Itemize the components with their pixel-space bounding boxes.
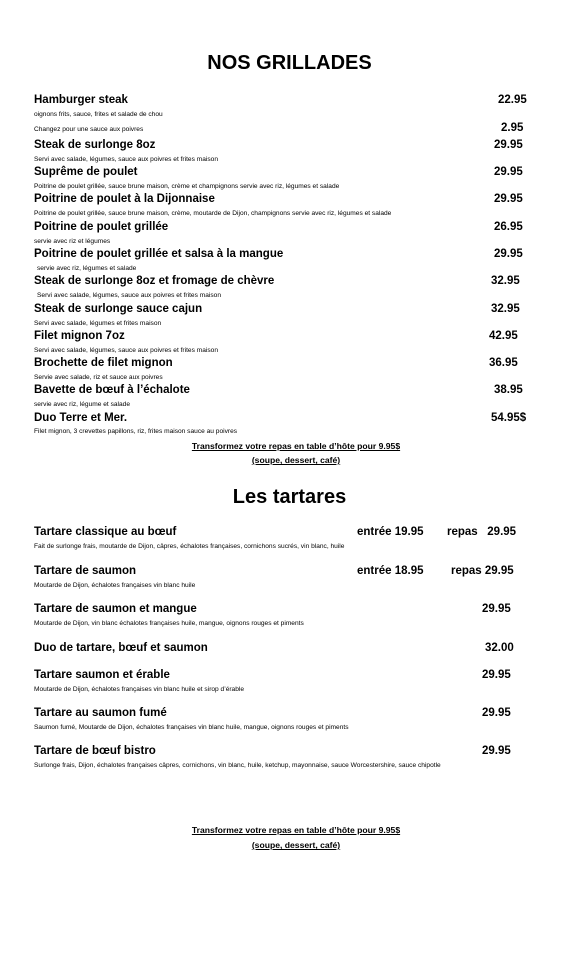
item-filet-mignon-name: Filet mignon 7oz — [34, 330, 125, 342]
item-supreme-price: 29.95 — [494, 166, 523, 178]
tartare-saumon-mangue-desc: Moutarde de Dijon, vin blanc échalotes françaises huile, mangue, oignons rouges et piments — [34, 620, 304, 627]
item-brochette-name: Brochette de filet mignon — [34, 357, 173, 369]
tartare-saumon-erable-name: Tartare saumon et érable — [34, 669, 170, 681]
tartare-saumon-desc: Moutarde de Dijon, échalotes françaises vin blanc huile — [34, 582, 196, 589]
item-steak-surlonge-price: 29.95 — [494, 139, 523, 151]
item-steak-surlonge-name: Steak de surlonge 8oz — [34, 139, 156, 151]
item-bavette-desc: servie avec riz, légume et salade — [34, 401, 131, 408]
item-hamburger-price: 22.95 — [498, 94, 527, 106]
item-poulet-grille-name: Poitrine de poulet grillée — [34, 221, 169, 233]
item-supreme-name: Suprême de poulet — [34, 166, 138, 178]
item-duo-terre-mer-price: 54.95$ — [491, 412, 527, 424]
tartare-saumon-entree: entrée 18.95 — [357, 565, 424, 577]
tartare-saumon-name: Tartare de saumon — [34, 565, 137, 577]
tartare-classique-name: Tartare classique au bœuf — [34, 526, 177, 538]
item-steak-surlonge-desc: Servi avec salade, légumes, sauce aux poivres et frites maison — [34, 156, 218, 163]
tartare-saumon-mangue-price: 29.95 — [482, 603, 511, 615]
item-sauce-change-name: Changez pour une sauce aux poivres — [34, 126, 144, 133]
tartare-saumon-repas: repas 29.95 — [451, 565, 514, 577]
item-poulet-mangue-price: 29.95 — [494, 248, 523, 260]
tartare-duo-price: 32.00 — [485, 642, 514, 654]
item-filet-mignon-price: 42.95 — [489, 330, 518, 342]
tartare-saumon-fume-name: Tartare au saumon fumé — [34, 707, 167, 719]
tartare-classique-entree: entrée 19.95 — [357, 526, 424, 538]
item-dijonnaise-name: Poitrine de poulet à la Dijonnaise — [34, 193, 215, 205]
grillades-title: NOS GRILLADES — [207, 52, 372, 74]
item-hamburger-desc: oignons frits, sauce, frites et salade de chou — [34, 111, 163, 118]
item-supreme-desc: Poitrine de poulet grillée, sauce brune maison, crème et champignons servie avec riz, légumes et salade — [34, 183, 340, 190]
item-steak-chevre-name: Steak de surlonge 8oz et fromage de chèvre — [34, 275, 275, 287]
tartare-saumon-erable-price: 29.95 — [482, 669, 511, 681]
tartare-saumon-fume-price: 29.95 — [482, 707, 511, 719]
tartare-saumon-mangue-name: Tartare de saumon et mangue — [34, 603, 197, 615]
tartares-title: Les tartares — [232, 486, 347, 508]
item-steak-chevre-desc: Servi avec salade, légumes, sauce aux poivres et frites maison — [37, 292, 221, 299]
item-duo-terre-mer-name: Duo Terre et Mer. — [34, 412, 128, 424]
item-brochette-desc: Servie avec salade, riz et sauce aux poivres — [34, 374, 163, 381]
item-bavette-price: 38.95 — [494, 384, 523, 396]
item-bavette-name: Bavette de bœuf à l’échalote — [34, 384, 190, 396]
tartare-boeuf-bistro-desc: Surlonge frais, Dijon, échalotes françaises câpres, cornichons, vin blanc, huile, ketchup, mayonnaise, sauce Worcestershire, sauce chipotle — [34, 762, 441, 769]
tartare-boeuf-bistro-name: Tartare de bœuf bistro — [34, 745, 156, 757]
tartare-saumon-erable-desc: Moutarde de Dijon, échalotes françaises vin blanc huile et sirop d’érable — [34, 686, 245, 693]
tartares-table-hote-note: Transformez votre repas en table d’hôte pour 9.95$ — [191, 825, 401, 835]
tartares-table-hote-note-detail: (soupe, dessert, café) — [251, 840, 341, 850]
item-steak-cajun-price: 32.95 — [491, 303, 520, 315]
grillades-table-hote-note: Transformez votre repas en table d’hôte pour 9.95$ — [191, 441, 401, 451]
tartare-saumon-fume-desc: Saumon fumé, Moutarde de Dijon, échalotes françaises vin blanc huile, mangue, oignons rouges et piments — [34, 724, 349, 731]
grillades-table-hote-note-detail: (soupe, dessert, café) — [251, 455, 341, 465]
item-poulet-grille-desc: servie avec riz et légumes — [34, 238, 111, 245]
tartare-duo-name: Duo de tartare, bœuf et saumon — [34, 642, 208, 654]
item-steak-cajun-desc: Servi avec salade, légumes et frites maison — [34, 320, 162, 327]
item-steak-chevre-price: 32.95 — [491, 275, 520, 287]
item-dijonnaise-desc: Poitrine de poulet grillée, sauce brune maison, crème, moutarde de Dijon, champignons servie avec riz, légumes et salade — [34, 210, 392, 217]
tartare-boeuf-bistro-price: 29.95 — [482, 745, 511, 757]
tartare-classique-repas: repas 29.95 — [447, 526, 517, 538]
item-poulet-grille-price: 26.95 — [494, 221, 523, 233]
item-duo-terre-mer-desc: Filet mignon, 3 crevettes papillons, riz, frites maison sauce au poivres — [34, 428, 238, 435]
item-dijonnaise-price: 29.95 — [494, 193, 523, 205]
item-sauce-change-price: 2.95 — [501, 122, 524, 134]
item-brochette-price: 36.95 — [489, 357, 518, 369]
item-steak-cajun-name: Steak de surlonge sauce cajun — [34, 303, 203, 315]
tartare-classique-desc: Fait de surlonge frais, moutarde de Dijon, câpres, échalotes françaises, cornichons sucrés, vin blanc, huile — [34, 543, 345, 550]
item-filet-mignon-desc: Servi avec salade, légumes, sauce aux poivres et frites maison — [34, 347, 218, 354]
item-poulet-mangue-desc: servie avec riz, légumes et salade — [37, 265, 137, 272]
item-hamburger-name: Hamburger steak — [34, 94, 128, 106]
item-poulet-mangue-name: Poitrine de poulet grillée et salsa à la mangue — [34, 248, 284, 260]
